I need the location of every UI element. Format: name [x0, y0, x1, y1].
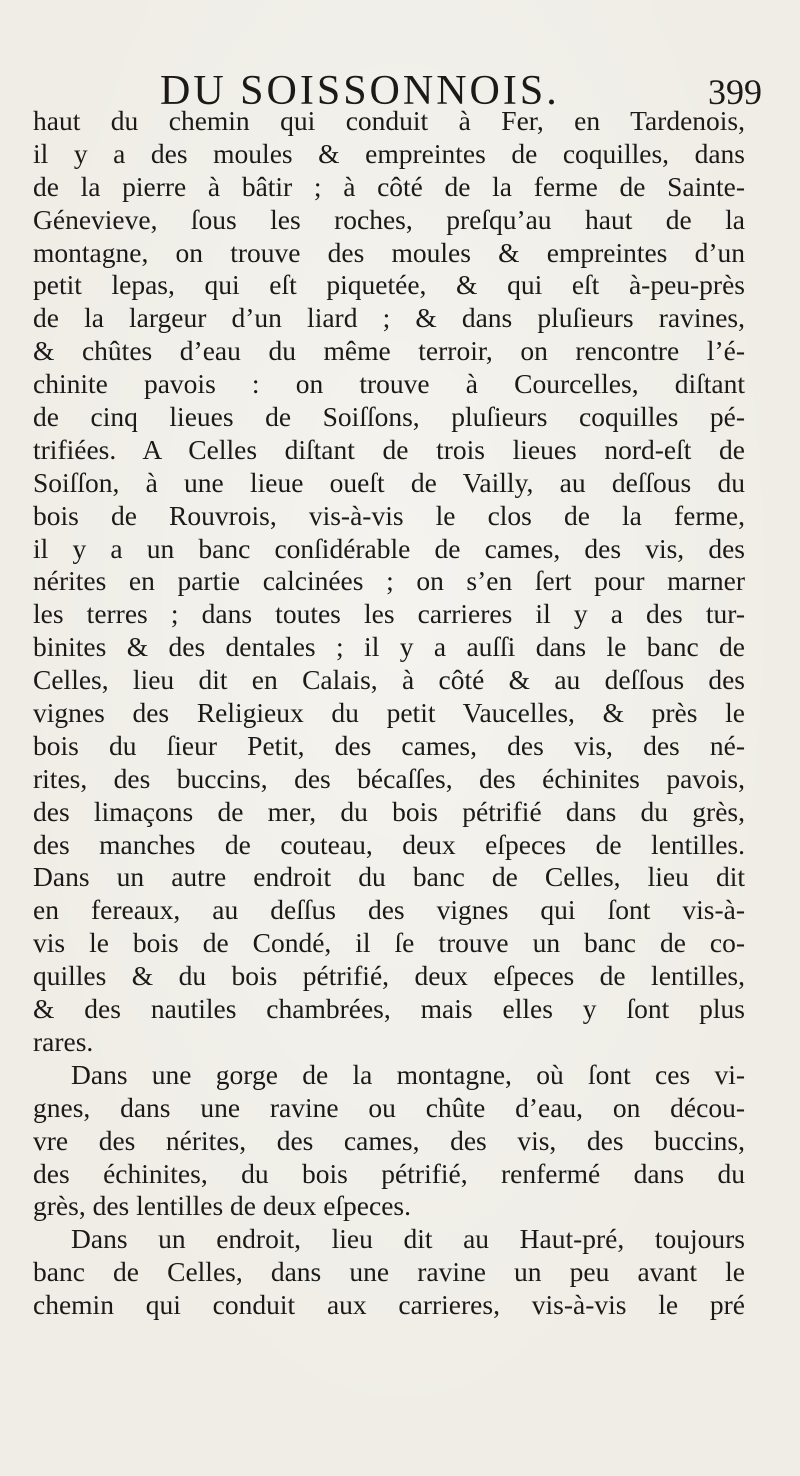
text-line: de la largeur d’un liard ; & dans pluſieurs ravines,	[33, 302, 745, 334]
text-line: & chûtes d’eau du même terroir, on rencontre l’é-	[33, 335, 745, 367]
text-line: Soiſſon, à une lieue oueſt de Vailly, au deſſous du	[33, 466, 745, 498]
text-line: en fereaux, au deſſus des vignes qui ſont vis-à-	[33, 894, 745, 926]
text-line: de cinq lieues de Soiſſons, pluſieurs coquilles pé-	[33, 401, 745, 433]
text-line: nérites en partie calcinées ; on s’en ſert pour marner	[33, 565, 745, 597]
text-line: montagne, on trouve des moules & empreintes d’un	[33, 236, 745, 268]
text-line: vignes des Religieux du petit Vaucelles, & près le	[33, 697, 745, 729]
text-line: chinite pavois : on trouve à Courcelles, diſtant	[33, 368, 745, 400]
text-line: vre des nérites, des cames, des vis, des buccins,	[33, 1124, 745, 1156]
text-line: bois du ſieur Petit, des cames, des vis, des né-	[33, 729, 745, 761]
text-line: bois de Rouvrois, vis-à-vis le clos de la ferme,	[33, 499, 745, 531]
text-line: il y a des moules & empreintes de coquilles, dans	[33, 137, 745, 169]
text-line: des échinites, du bois pétrifié, renfermé dans du	[33, 1157, 745, 1189]
text-line: les terres ; dans toutes les carrieres il y a des tur-	[33, 598, 745, 630]
text-line: petit lepas, qui eſt piquetée, & qui eſt à-peu-près	[33, 269, 745, 301]
text-line: Dans un autre endroit du banc de Celles, lieu dit	[33, 861, 745, 893]
text-line: Dans une gorge de la montagne, où ſont ces vi-	[71, 1058, 745, 1090]
text-line: chemin qui conduit aux carrieres, vis-à-vis le pré	[33, 1289, 745, 1321]
body-text	[33, 105, 745, 1322]
text-line: binites & des dentales ; il y a auſſi dans le banc de	[33, 631, 745, 663]
text-line: gnes, dans une ravine ou chûte d’eau, on décou-	[33, 1091, 745, 1123]
text-line: quilles & du bois pétrifié, deux eſpeces de lentilles,	[33, 960, 745, 992]
text-line: des manches de couteau, deux eſpeces de lentilles.	[33, 828, 745, 860]
text-line: banc de Celles, dans une ravine un peu avant le	[33, 1256, 745, 1288]
text-line: grès, des lentilles de deux eſpeces.	[33, 1190, 411, 1222]
text-line: Celles, lieu dit en Calais, à côté & au deſſous des	[33, 664, 745, 696]
text-line: haut du chemin qui conduit à Fer, en Tardenois,	[33, 105, 745, 136]
page-number: 399	[708, 72, 762, 112]
text-line: & des nautiles chambrées, mais elles y ſont plus	[33, 993, 745, 1025]
running-title: DU SOISSONNOIS.	[160, 68, 560, 114]
text-line: trifiées. A Celles diſtant de trois lieues nord-eſt de	[33, 433, 745, 465]
text-line: rares.	[33, 1025, 94, 1057]
text-line: rites, des buccins, des bécaſſes, des échinites pavois,	[33, 762, 745, 794]
text-line: de la pierre à bâtir ; à côté de la ferme de Sainte-	[33, 170, 745, 202]
text-line: Génevieve, ſous les roches, preſqu’au haut de la	[33, 203, 745, 235]
text-line: Dans un endroit, lieu dit au Haut-pré, toujours	[71, 1223, 745, 1255]
text-line: vis le bois de Condé, il ſe trouve un banc de co-	[33, 927, 745, 959]
text-line: des limaçons de mer, du bois pétrifié dans du grès,	[33, 795, 745, 827]
text-line: il y a un banc conſidérable de cames, des vis, des	[33, 532, 745, 564]
